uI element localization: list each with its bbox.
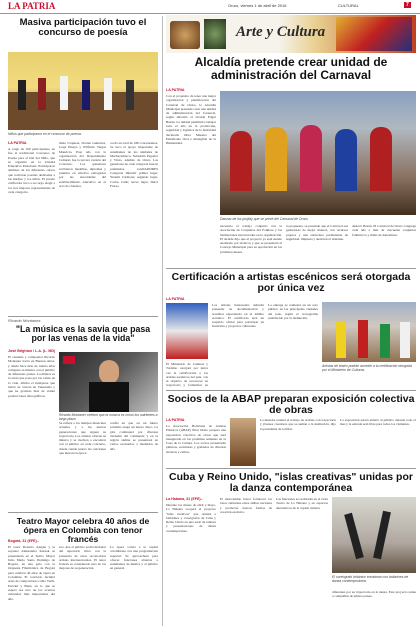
page-number: 7: [406, 2, 409, 8]
carnaval-col-2: necesario el trabajo conjunto con la Asociación de Conjuntos del Folklore y las instituciones involucradas en la organización. El alcalde dijo que el proyecto ya está siendo analizado por técnicos y que se presentará al Concejo Municipal para su aprobación en los próximos meses.: [220, 224, 282, 254]
cuba-photo: [332, 497, 416, 573]
poetry-caption: Niños que participaron en el concurso de poesía.: [8, 132, 82, 136]
divider: [8, 512, 158, 513]
column-divider: [162, 16, 163, 626]
section-label: CULTURAL: [338, 3, 359, 8]
certificacion-headline: Certificación a artistas escénicos será otorgada por única vez: [171, 271, 411, 295]
certificacion-col-1: El Ministerio de Culturas y Turismo otorgará por única vez la certificación a los artistas escénicos del país, con el objetivo de reconocer su trayectoria y formalizar su: [166, 362, 208, 388]
arte-cultura-banner: [166, 15, 416, 53]
cuba-headline: Cuba y Reino Unido, "islas creativas" unidas por la danza contemporánea: [169, 471, 413, 495]
poetry-col-1: A cargo de 100 participantes, en fue el tradicional Concurso de Poesía para el Día del Niño, que se organizó en la Unidad Educativa Pestalozzi. Participaron alumnos de los diferentes cursos que recitaron poesías dedicadas a las madres y los niños. El jurado calificador tuvo a su cargo elegir a los tres mejores representantes de cada categoría.: [8, 147, 55, 194]
abap-photo: [230, 418, 256, 466]
divider: [166, 468, 416, 469]
teatro-byline: Bogotá, 31 (EFE).-: [8, 539, 39, 543]
montaner-caption: Ricardo Montaner celebró que la música es como los nutrientes a largo plazo.: [59, 413, 158, 421]
divider: [8, 316, 158, 317]
carnaval-col-1: Con el propósito de tener una mejor organización y planificación del Carnaval de Oruro, la Alcaldía Municipal pretende crear una unidad de administración del Carnaval, según informó el alcalde Edgar Bazán. La unidad permitiría trabajar todo el año en la promoción, seguridad y logística de la festividad declarada Obra Maestra del Patrimonio Oral e Intangible de la Humanidad.: [166, 94, 216, 146]
divider: [166, 390, 416, 391]
carnaval-caption: Danzas de los piujllay que se prevé del Carnaval de Oruro.: [220, 217, 309, 221]
carnaval-headline: Alcaldía pretende crear unidad de administración del Carnaval: [194, 55, 388, 82]
dateline: Oruro, viernes 1 de abril de 2016: [228, 3, 287, 8]
abap-col-3: La exposición estará abierta al público durante todo el mes y la entrada será libre para todos los visitantes.: [340, 418, 416, 427]
montaner-photo: [59, 352, 158, 412]
carnaval-col-3: la propuesta, se pretende que el Carnaval sea gestionado de mejor manera, con recursos propios y una estructura permanente de seguridad, limpieza y atención al visitante.: [286, 224, 348, 241]
certificacion-caption: Artistas de teatro podrán acceder a la certificación otorgada por el Ministerio de Culturas.: [322, 364, 412, 372]
teatro-col-3: La ópera volvió a la capital colombiana con una programación especial. Se aprovechará para ofrecer funciones abiertas a estudiantes de música y al público en general.: [110, 545, 158, 571]
teatro-col-2: zos. Así, el público podrá disfrutar del repertorio lírico con la presencia de estos reconocidos artistas internacionales. El tenor francés es considerado uno de los mejores de su generación.: [59, 545, 106, 571]
poetry-byline: LA PATRIA: [8, 141, 27, 145]
certificacion-photo: [322, 302, 416, 362]
carnaval-photo: [220, 91, 416, 215]
montaner-byline: José Brighton / L.A. (L. MD): [8, 349, 56, 353]
cuba-byline: La Habana, 31 (EFE).-: [166, 497, 203, 501]
banner-title: Arte y Cultura: [236, 24, 326, 40]
montaner-col-2: Se refiere a los tiempos musicales actuales y a las nuevas generaciones que siguen su trayectoria. Los artistas ofrecen su música y se vuelven a encontrar con el público en cada concierto, donde cantan juntos las canciones que marcaron época.: [59, 421, 106, 456]
cuba-caption: El coreógrafo británico encabeza con bailarines de danza contemporánea.: [332, 575, 409, 583]
abap-byline: LA PATRIA: [166, 418, 185, 422]
cuba-col-4: diferentes por su trayectoria en la danza. Este proyecto reúne a compañías de ambos países.: [332, 590, 416, 599]
abap-col-2: La muestra reunirá el trabajo de artistas con trayectoria y jóvenes creadores que se suman a la institución, dijo la presidenta de la filial.: [260, 418, 336, 431]
cuba-col-2: El intercambio busca fortalecer los lazos culturales entre ambas naciones y promover nuevas formas de creación escénica.: [220, 497, 272, 514]
divider: [166, 268, 416, 269]
carnaval-byline: LA PATRIA: [166, 88, 185, 92]
certificacion-photo-small: [166, 303, 208, 359]
certificacion-col-2: Los artistas interesados deberán presentar su documentación y acreditar experiencia en el ámbito escénico. El certificado será un respaldo oficial para participar en festivales y proyectos culturales.: [212, 303, 264, 329]
teatro-col-1: El tenor Roberto Alagna y la soprano Aleksandra Kurzak se presentarán en el Teatro Mayor Julio Mario Santo Domingo de Bogotá, en una gala con la Orquesta Filarmónica de Bogotá para celebrar 40 años de ópera en Colombia. El concierto incluirá arias de compositores como Verdi, Puccini y Bizet, en lo que se espera sea uno de los eventos culturales más importantes del año.: [8, 545, 55, 601]
certificacion-byline: LA PATRIA: [166, 297, 185, 301]
poetry-photo: [8, 52, 158, 130]
montaner-col-3: confía en que en un futuro próximo tenga un nuevo disco. La gira continuará por diversas ciudades del continente y en la región andina se presentará en varios escenarios a mediados de año.: [110, 421, 158, 451]
masthead-logo: LA PATRIA: [8, 1, 56, 11]
cuba-col-1: Durante los meses de abril y mayo, La Habana acogerá el proyecto "Islas creativas" que reunirá a bailarines y coreógrafos de Cuba y Reino Unido en una serie de talleres y presentaciones de danza contemporánea.: [166, 503, 216, 533]
certificacion-col-3: La entrega se realizará en un acto público en las principales ciudades del país, según el cronograma establecido por la institución.: [268, 303, 318, 320]
montaner-col-1: El cantante y compositor Ricardo Montaner nació en Buenos Aires, y desde hace más de treinta años comparte su música con el público de diferentes países. La música es la savia que pasa por las venas de la vida, afirma el intérprete que inició su carrera en Venezuela y que ha grabado más de veinte producciones discográficas.: [8, 355, 55, 398]
abap-col-1: La Asociación Boliviana de Artistas Plásticos (ABAP) filial Oruro prepara una exposición colectiva de obras que será inaugurada en las próximas semanas en la Casa de la Cultura. Los socios presentarán pinturas, esculturas y grabados de diversas técnicas y estilos.: [166, 424, 226, 454]
poetry-col-3: cordó en total de 186 concursantes. Se tuvo el apoyo importante de estudiantes de las unidades de Machacamarca, Sebastián Pagador y Vinto, además de Oruro Los ganadores de cada categoría fueron premiados. GANADORES Categoría Infantil: primer lugar, Yeremi Carmona; segundo lugar, Carlos Calle; tercer lugar, Deivi Flores.: [110, 141, 158, 188]
cuba-col-3: Las funciones se realizarán en el Gran Teatro de La Habana y en espacios alternativos de la capital cubana.: [276, 497, 328, 510]
montaner-kicker: Ricardo Montanez: [8, 318, 41, 323]
montaner-headline: "La música es la savia que pasa por las venas de la vida": [15, 324, 151, 344]
poetry-col-2: mino Urquieta, Dorina Gutiérrez, Jorge Pinaya y Wilfredo Vargas Mauricio. Este año con la organización del Departamento Cultural, fue la tercera versión del Concurso. Los ganadores recibieron medallas, diplomas y premios en efectivo entregados por las autoridades del establecimiento educativo en el acto de clausura.: [59, 141, 106, 188]
abap-headline: Socios de la ABAP preparan exposición colectiva de obras: [167, 393, 415, 417]
teatro-headline: Teatro Mayor celebra 40 años de ópera en Colombia con tenor francés: [16, 516, 150, 545]
carnaval-col-4: destacó Bazán. El Carnaval de Oruro congrega cada año a más de cincuenta conjuntos folklóricos y miles de danzarines.: [352, 224, 416, 237]
poetry-headline: Masiva participación tuvo el concurso de poesía: [19, 17, 147, 38]
